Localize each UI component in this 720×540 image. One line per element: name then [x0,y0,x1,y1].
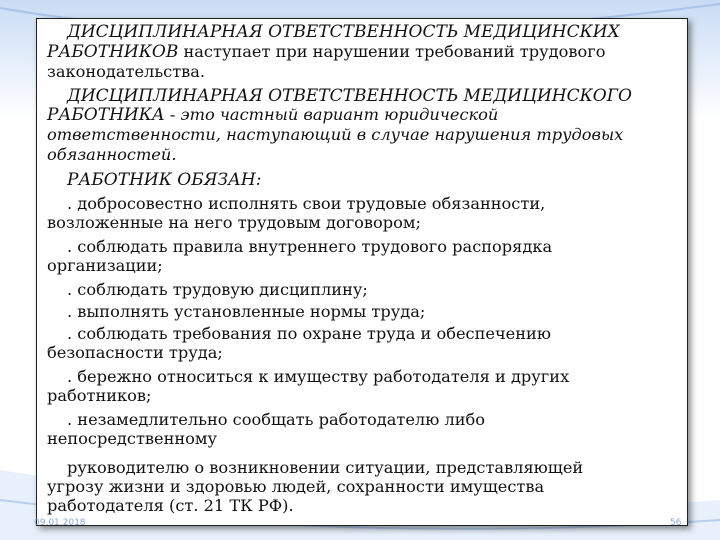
duty-item: . незамедлительно сообщать работодателю либо [67,410,486,429]
footer-date: 09.01.2018 [34,518,86,528]
duty-item: . бережно относиться к имуществу работодателя и других [67,367,570,386]
title2-rest: - это частный вариант юридической [169,105,499,124]
title1-caps2: РАБОТНИКОВ [47,42,179,62]
duty-item: . добросовестно исполнять свои трудовые обязанности, [67,194,546,213]
duty-item-continuation: организации; [47,256,163,275]
title2-line2 [47,106,498,124]
last-line-1: руководителю о возникновении ситуации, представляющей [67,458,584,477]
worker-heading: РАБОТНИК ОБЯЗАН: [67,170,262,190]
duty-item: . соблюдать требования по охране труда и обеспечению [67,324,551,343]
duty-item-continuation: непосредственному [47,429,218,448]
title1-rest: наступает при нарушении требований трудового [183,42,606,61]
duty-item-continuation: безопасности труда; [47,343,223,362]
title1-line3: законодательства. [47,62,206,81]
footer-page-number: 56 [670,518,682,528]
last-line-3: работодателя (ст. 21 ТК РФ). [47,496,294,515]
content-card [36,18,688,526]
title1-caps: ДИСЦИПЛИНАРНАЯ ОТВЕТСТВЕННОСТЬ МЕДИЦИНСКИХ [67,22,620,42]
title2-line4: обязанностей. [47,145,177,164]
last-line-2: угрозу жизни и здоровью людей, сохранности имущества [47,477,545,496]
title1-line2 [47,43,605,61]
title2-caps2: РАБОТНИКА [47,105,165,125]
duty-item-continuation: возложенные на него трудовым договором; [47,213,421,232]
duty-item-continuation: работников; [47,386,152,405]
duty-item: . выполнять установленные нормы труда; [67,302,426,321]
duty-item: . соблюдать трудовую дисциплину; [67,280,368,299]
duty-item: . соблюдать правила внутреннего трудового распорядка [67,237,553,256]
title2-line3: ответственности, наступающий в случае нарушения трудовых [47,125,624,144]
title2-caps: ДИСЦИПЛИНАРНАЯ ОТВЕТСТВЕННОСТЬ МЕДИЦИНСКОГО [67,86,632,106]
